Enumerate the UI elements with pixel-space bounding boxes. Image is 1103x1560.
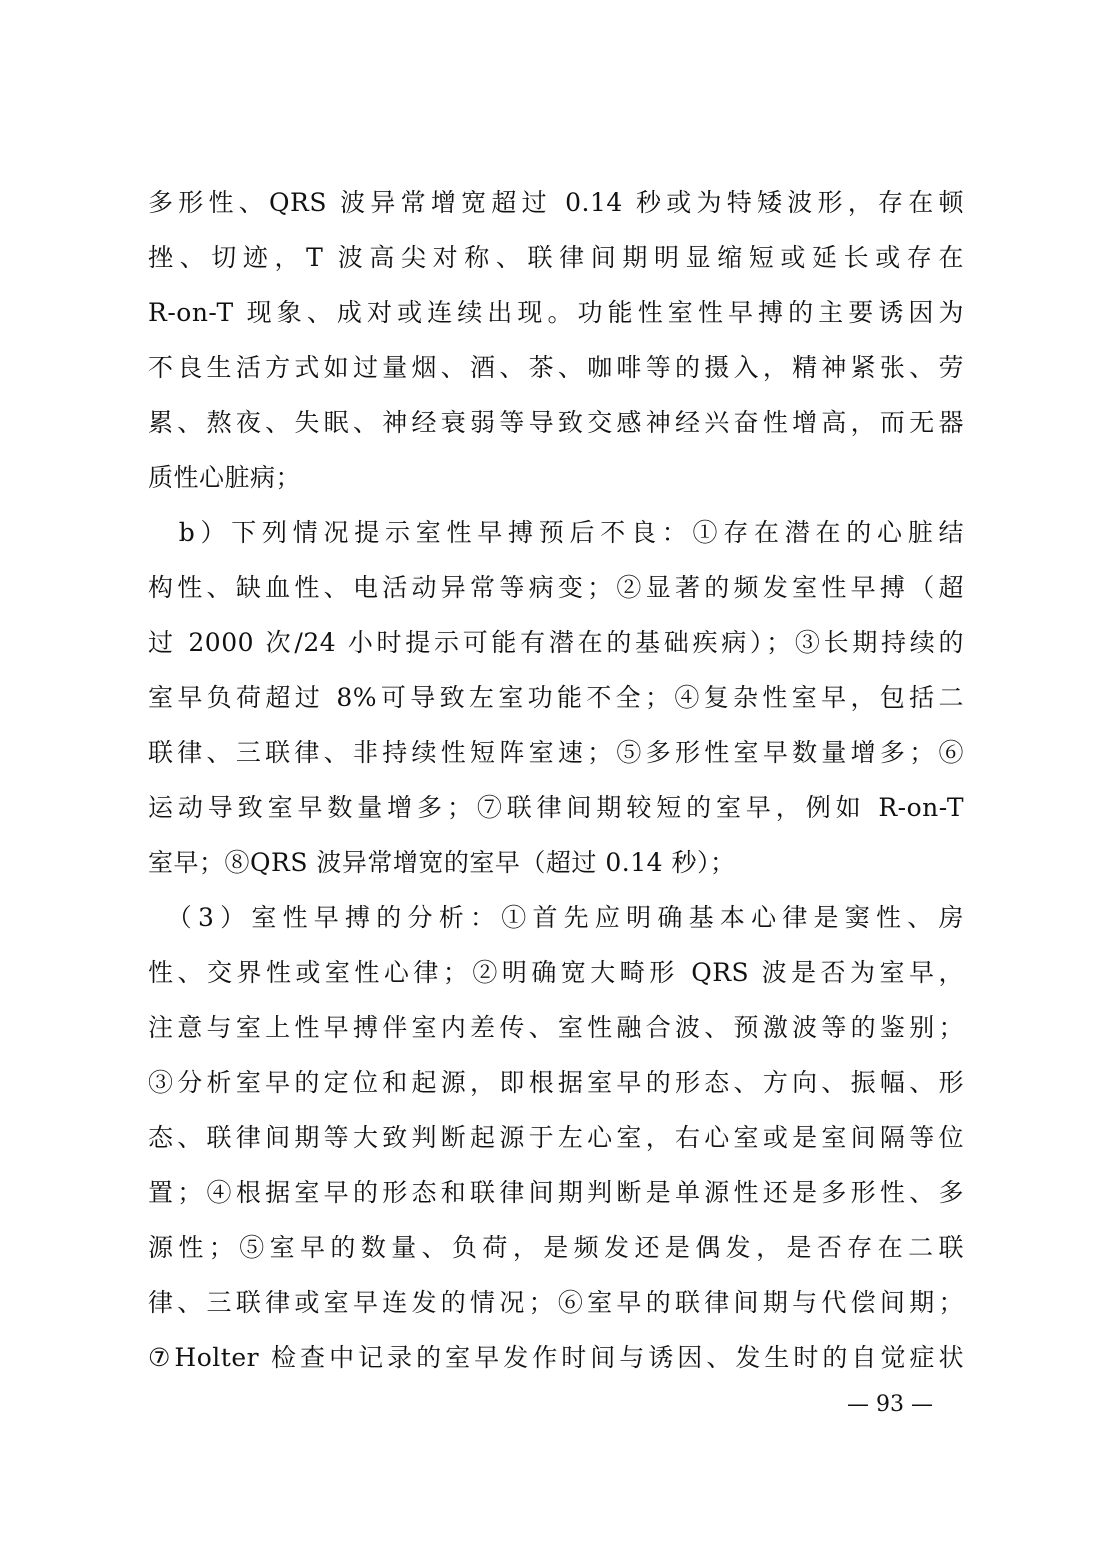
text-line: 构性、缺血性、电活动异常等病变；②显著的频发室性早搏（超 — [148, 573, 964, 602]
text-line: 置；④根据室早的形态和联律间期判断是单源性还是多形性、多 — [148, 1178, 964, 1207]
text-line: 源性；⑤室早的数量、负荷，是频发还是偶发，是否存在二联 — [148, 1233, 964, 1262]
page-number: — 93 — — [847, 1392, 933, 1417]
text-line: （3）室性早搏的分析：①首先应明确基本心律是窦性、房 — [148, 903, 964, 932]
text-line: b）下列情况提示室性早搏预后不良：①存在潜在的心脏结 — [148, 518, 964, 547]
text-line: R-on-T 现象、成对或连续出现。功能性室性早搏的主要诱因为 — [148, 298, 964, 327]
text-line: 挫、切迹，T 波高尖对称、联律间期明显缩短或延长或存在 — [148, 243, 964, 272]
text-line: 不良生活方式如过量烟、酒、茶、咖啡等的摄入，精神紧张、劳 — [148, 353, 964, 382]
text-line: 联律、三联律、非持续性短阵室速；⑤多形性室早数量增多；⑥ — [148, 738, 964, 767]
text-line: ⑦Holter 检查中记录的室早发作时间与诱因、发生时的自觉症状 — [148, 1343, 964, 1372]
text-line: 律、三联律或室早连发的情况；⑥室早的联律间期与代偿间期； — [148, 1288, 964, 1317]
text-line: 注意与室上性早搏伴室内差传、室性融合波、预激波等的鉴别； — [148, 1013, 964, 1042]
body-text — [148, 175, 964, 1385]
paragraph-3 — [148, 890, 964, 1385]
text-line: 性、交界性或室性心律；②明确宽大畸形 QRS 波是否为室早， — [148, 958, 964, 987]
text-line: 累、熬夜、失眠、神经衰弱等导致交感神经兴奋性增高，而无器 — [148, 408, 964, 437]
text-line: ③分析室早的定位和起源，即根据室早的形态、方向、振幅、形 — [148, 1068, 964, 1097]
text-line: 质性心脏病； — [148, 463, 302, 492]
text-line: 室早；⑧QRS 波异常增宽的室早（超过 0.14 秒）； — [148, 848, 736, 877]
text-line: 室早负荷超过 8%可导致左室功能不全；④复杂性室早，包括二 — [148, 683, 964, 712]
text-line: 态、联律间期等大致判断起源于左心室，右心室或是室间隔等位 — [148, 1123, 964, 1152]
text-line: 多形性、QRS 波异常增宽超过 0.14 秒或为特矮波形，存在顿 — [148, 188, 964, 217]
text-line: 过 2000 次/24 小时提示可能有潜在的基础疾病）；③长期持续的 — [148, 628, 964, 657]
text-line: 运动导致室早数量增多；⑦联律间期较短的室早，例如 R-on-T — [148, 793, 964, 822]
paragraph-b — [148, 505, 964, 890]
paragraph-continuation — [148, 175, 964, 505]
